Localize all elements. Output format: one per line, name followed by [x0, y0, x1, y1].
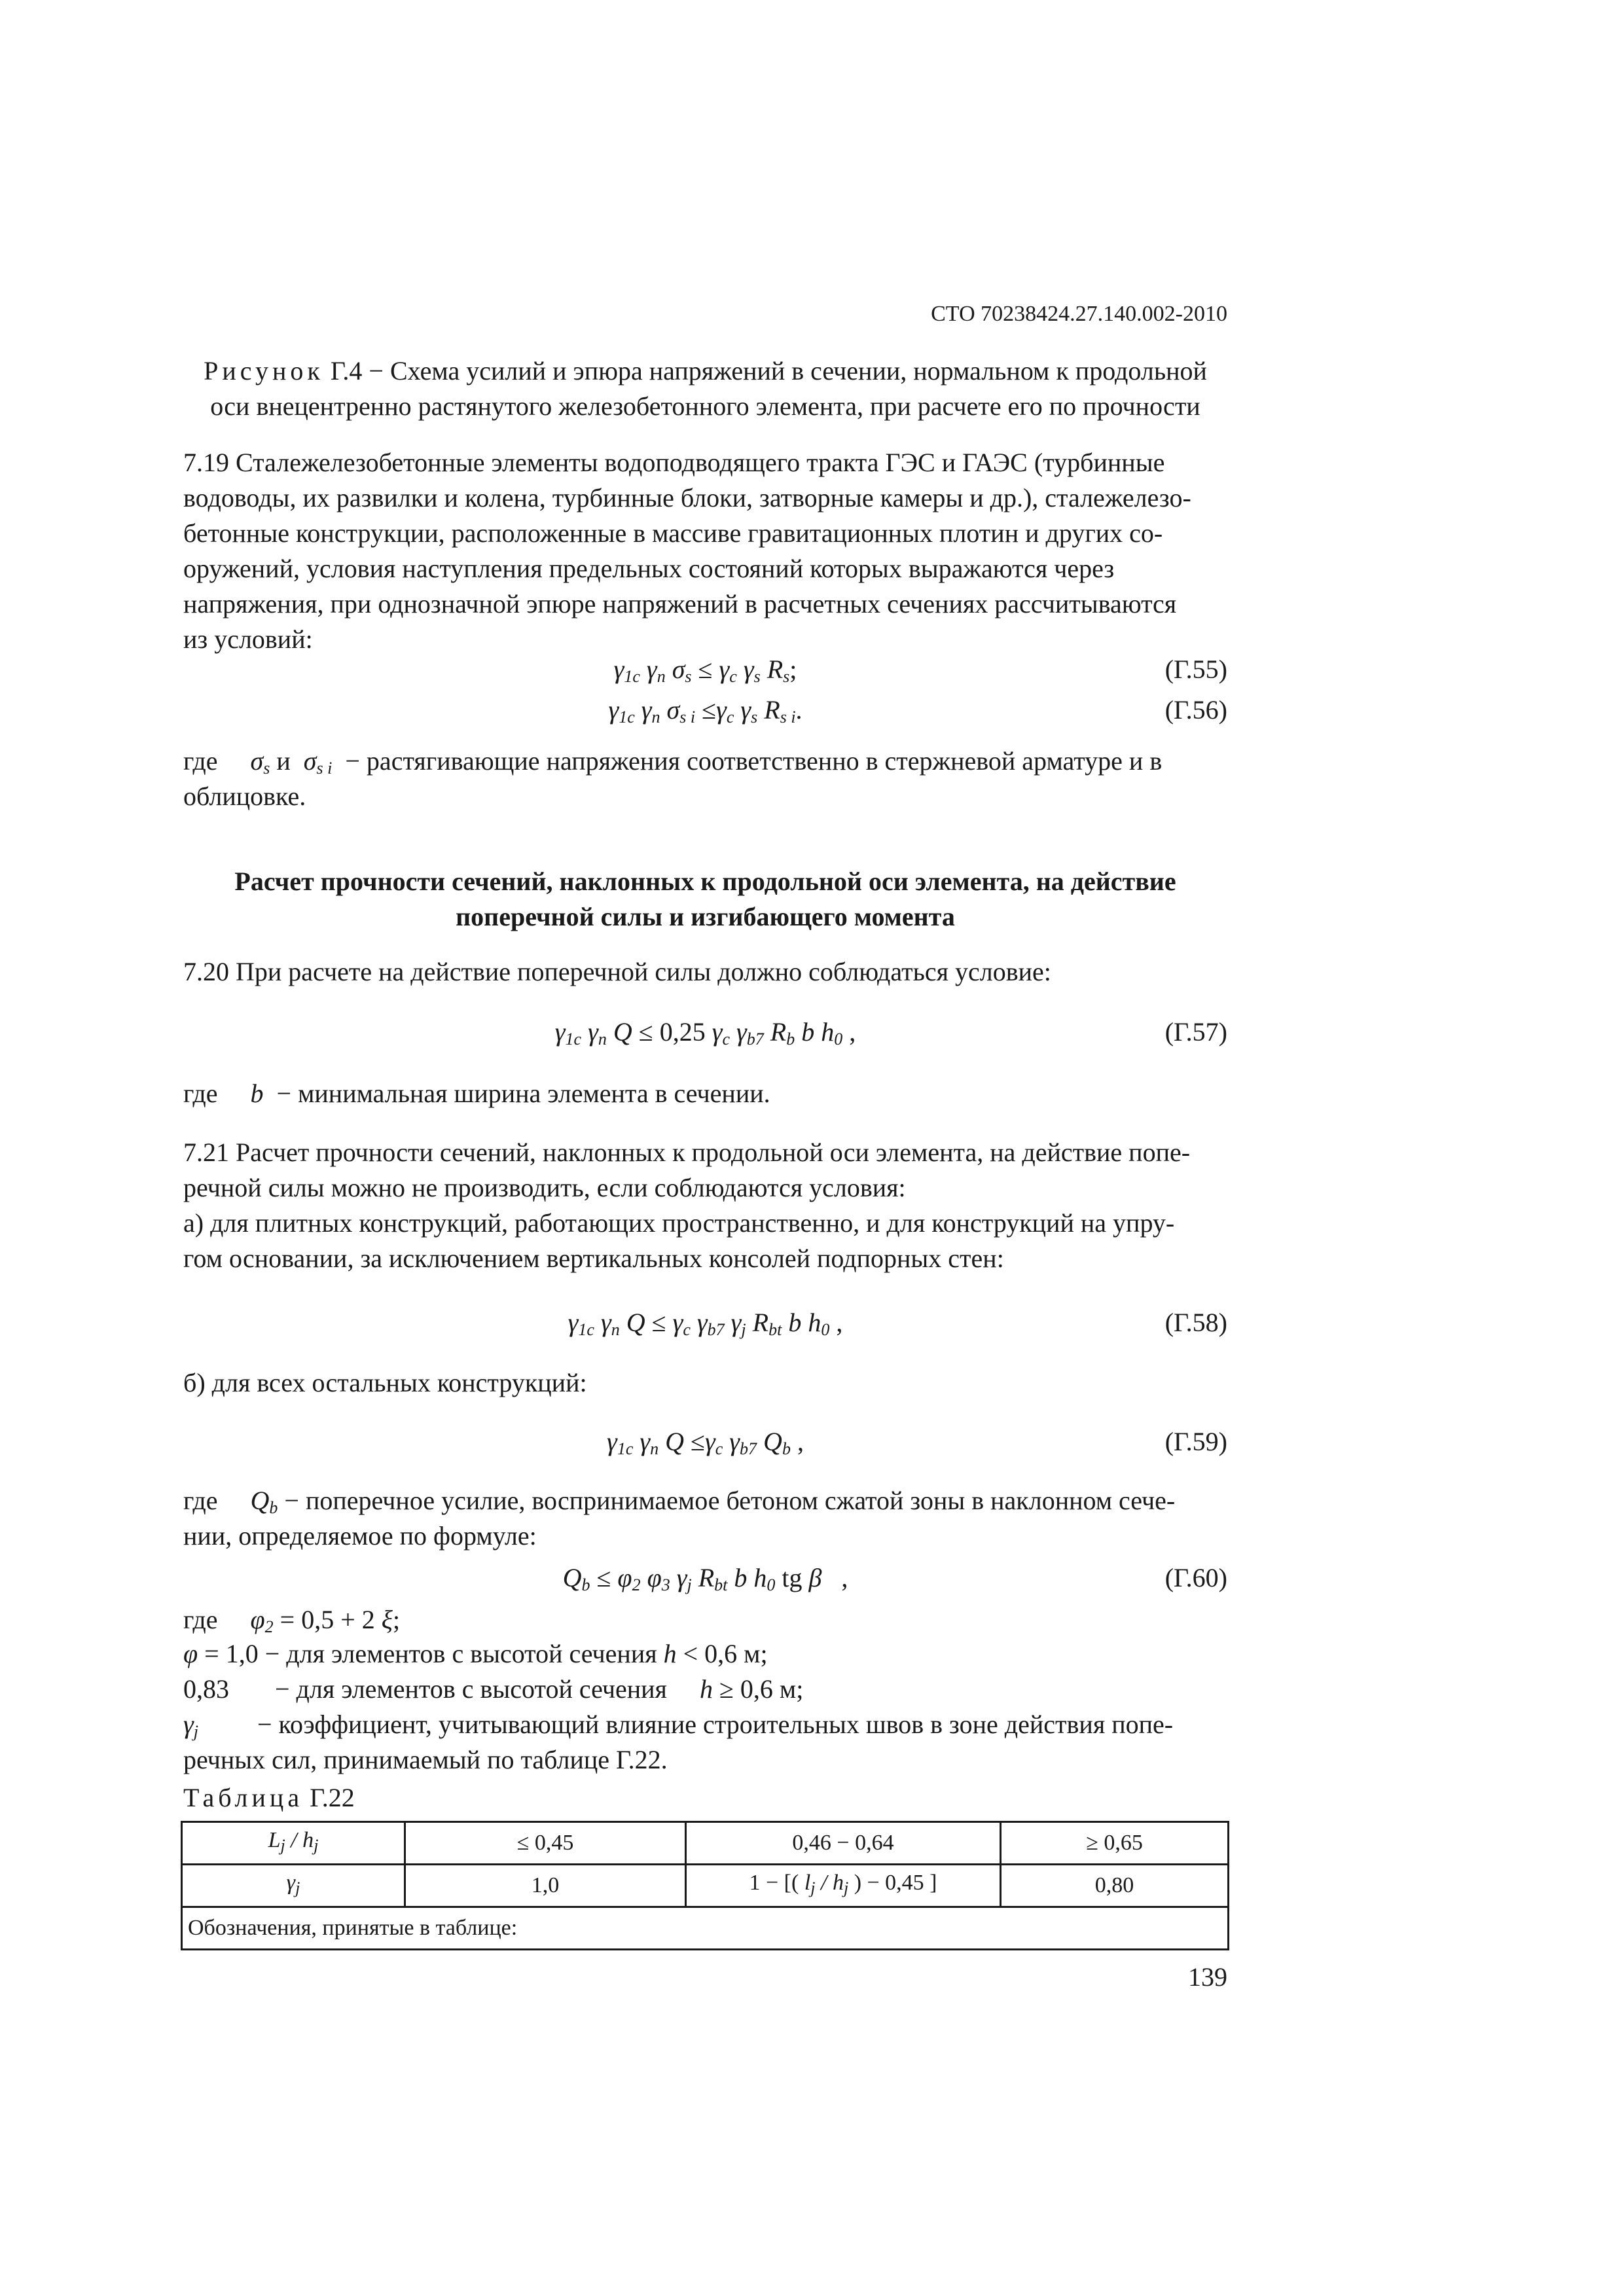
table-cell: Lj / hj	[182, 1822, 405, 1865]
table-cell: 0,80	[1001, 1865, 1229, 1907]
figure-label: Рисунок	[204, 356, 324, 386]
p720-text: 7.20 При расчете на действие поперечной силы должно соблюдаться условие:	[183, 957, 1051, 986]
formula-g56-expression: γ1c γn σs i ≤γc γs Rs i.	[608, 695, 803, 726]
p721-line1: 7.21 Расчет прочности сечений, наклонных к продольной оси элемента, на действие попе-	[183, 1138, 1191, 1167]
where-label: где	[183, 1605, 218, 1634]
p721-line2: речной силы можно не производить, если соблюдаются условия:	[183, 1173, 906, 1202]
where-b-text: − минимальная ширина элемента в сечении.	[276, 1079, 770, 1108]
p721-line3: а) для плитных конструкций, работающих пространственно, и для конструкций на упру-	[183, 1208, 1175, 1238]
formula-g58-expression: γ1c γn Q ≤ γc γb7 γj Rbt b h0 ,	[568, 1308, 843, 1339]
p721-line4: гом основании, за исключением вертикальных консолей подпорных стен:	[183, 1244, 1004, 1273]
figure-caption-line1: Г.4 − Схема усилий и эпюра напряжений в сечении, нормальном к продольной	[330, 356, 1207, 386]
p719-line2: водоводы, их развилки и колена, турбинные блоки, затворные камеры и др.), сталежелезо-	[183, 483, 1191, 512]
page-number: 139	[1188, 1962, 1227, 1992]
formula-g59	[183, 1424, 1227, 1460]
table-cell: γj	[182, 1865, 405, 1907]
figure-caption-line2: оси внецентренно растянутого железобетонного элемента, при расчете его по прочности	[210, 391, 1200, 421]
table-label: Таблица	[183, 1783, 304, 1812]
def-phi-cond: < 0,6 м;	[683, 1639, 768, 1668]
where-label: где	[183, 746, 218, 776]
table-title	[183, 1780, 1227, 1816]
and-word: и	[276, 746, 291, 776]
formula-g59-expression: γ1c γn Q ≤γc γb7 Qb ,	[607, 1427, 804, 1458]
formula-g60-number: (Г.60)	[1164, 1563, 1227, 1592]
where-qb-cont: нии, определяемое по формуле:	[183, 1521, 537, 1551]
table-row	[182, 1907, 1229, 1950]
table-g22	[181, 1821, 1229, 1950]
section-heading	[183, 864, 1227, 935]
table-cell: 0,46 − 0,64	[686, 1822, 1001, 1865]
where-qb-line: где Qb − поперечное усилие, воспринимаемое бетоном сжатой зоны в наклонном сече-	[183, 1486, 1176, 1517]
def-gamma-text: − коэффициент, учитывающий влияние строительных швов в зоне действия попе-	[257, 1710, 1174, 1739]
formula-g56-number: (Г.56)	[1164, 695, 1227, 725]
def-phi-line: φ = 1,0 − для элементов с высотой сечения h < 0,6 м;	[183, 1639, 768, 1668]
table-row	[182, 1822, 1229, 1865]
document-code: СТО 70238424.27.140.002-2010	[931, 302, 1227, 326]
formula-g57	[183, 1014, 1227, 1050]
where-label: где	[183, 1079, 218, 1108]
cell-part: ) − 0,45 ]	[854, 1871, 937, 1895]
where-b-line: где b − минимальная ширина элемента в сечении.	[183, 1079, 770, 1108]
section-heading-line2: поперечной силы и изгибающего момента	[456, 902, 955, 931]
formula-g55-number: (Г.55)	[1164, 655, 1227, 684]
table-note: Обозначения, принятые в таблице:	[182, 1907, 1229, 1950]
p719-line6: из условий:	[183, 624, 313, 654]
def-gamma-line: γj − коэффициент, учитывающий влияние строительных швов в зоне действия попе-	[183, 1710, 1174, 1741]
def-gamma-cont: речных сил, принимаемый по таблице Г.22.	[183, 1745, 668, 1774]
p719-line5: напряжения, при однозначной эпюре напряжений в расчетных сечениях рассчитываются	[183, 589, 1177, 619]
formula-g60-expression: Qb ≤ φ2 φ3 γj Rbt b h0 tg β ,	[562, 1563, 848, 1594]
figure-caption	[183, 353, 1227, 424]
p719-line4: оружений, условия наступления предельных состояний которых выражаются через	[183, 554, 1115, 583]
table-row	[182, 1865, 1229, 1907]
p719-line3: бетонные конструкции, расположенные в массиве гравитационных плотин и других со-	[183, 518, 1163, 548]
formula-g58-number: (Г.58)	[1164, 1308, 1227, 1337]
formula-g58	[183, 1305, 1227, 1340]
where-qb-text: − поперечное усилие, воспринимаемое бетоном сжатой зоны в наклонном сече-	[284, 1486, 1176, 1515]
table-cell: ≤ 0,45	[405, 1822, 686, 1865]
formula-g56	[183, 692, 1227, 728]
def-083-cond: ≥ 0,6 м;	[719, 1674, 804, 1704]
table-cell: 1,0	[405, 1865, 686, 1907]
def-083-text: − для элементов с высотой сечения	[275, 1674, 667, 1704]
def-phi-text: = 1,0 − для элементов с высотой сечения	[204, 1639, 657, 1668]
def-phi2-line: где φ2 = 0,5 + 2 ξ;	[183, 1605, 401, 1636]
def-083-value: 0,83	[183, 1674, 229, 1704]
formula-g60	[183, 1560, 1227, 1596]
item-b-text: б) для всех остальных конструкций:	[183, 1368, 587, 1397]
formula-g55-expression: γ1c γn σs ≤ γc γs Rs;	[613, 655, 797, 686]
where-sigma-text: − растягивающие напряжения соответственно в стержневой арматуре и в	[345, 746, 1163, 776]
table-cell: ≥ 0,65	[1001, 1822, 1229, 1865]
where-label: где	[183, 1486, 218, 1515]
section-heading-line1: Расчет прочности сечений, наклонных к продольной оси элемента, на действие	[234, 867, 1176, 896]
cell-part: 1 − [(	[749, 1871, 799, 1895]
formula-g55	[183, 652, 1227, 687]
where-sigma-cont: облицовке.	[183, 781, 306, 811]
p719-line1: 7.19 Сталежелезобетонные элементы водоподводящего тракта ГЭС и ГАЭС (турбинные	[183, 448, 1165, 477]
formula-g57-expression: γ1c γn Q ≤ 0,25 γc γb7 Rb b h0 ,	[554, 1017, 856, 1049]
def-083-line: 0,83 − для элементов с высотой сечения h ≥ 0,6 м;	[183, 1674, 804, 1704]
formula-g57-number: (Г.57)	[1164, 1017, 1227, 1047]
table-number: Г.22	[310, 1783, 355, 1812]
formula-g59-number: (Г.59)	[1164, 1427, 1227, 1456]
table-cell: 1 − [( lj / hj ) − 0,45 ]	[686, 1865, 1001, 1907]
where-sigma-line: где σs и σs i − растягивающие напряжения соответственно в стержневой арматуре и в	[183, 746, 1163, 778]
